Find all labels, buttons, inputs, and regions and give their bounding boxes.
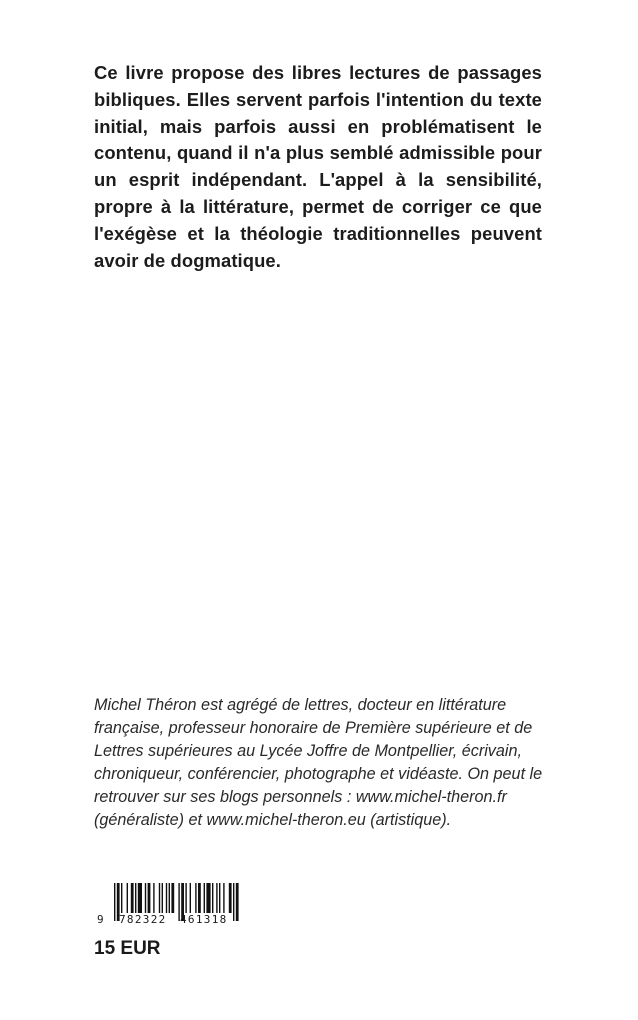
barcode-bar (135, 883, 136, 913)
barcode-bar (159, 883, 160, 913)
barcode-bar (206, 883, 210, 913)
barcode-bar (121, 883, 122, 913)
isbn-barcode (97, 883, 243, 935)
barcode-left-digits: 782322 (119, 913, 167, 926)
barcode-bar (229, 883, 232, 913)
barcode-bar (138, 883, 142, 913)
barcode-bar (195, 883, 196, 913)
barcode-bar (166, 883, 167, 913)
barcode-bar (223, 883, 224, 913)
barcode-bar (145, 883, 146, 913)
barcode-bar (219, 883, 220, 913)
barcode-bar (185, 883, 186, 913)
barcode-lead-digit: 9 (97, 913, 104, 926)
barcode-right-digits: 461318 (180, 913, 228, 926)
barcode-bar (148, 883, 151, 913)
barcode-bar (233, 883, 234, 921)
barcode-bar (190, 883, 191, 913)
author-bio: Michel Théron est agrégé de lettres, docteur en littérature française, professeur honoraire de Première supérieure et de Lettres supérieures au Lycée Joffre de Montpellier, écrivain, chroniqueur, conférencier, photographe et vidéaste. On peut le retrouver sur ses blogs personnels : www.michel-theron.fr (généraliste) et www.michel-theron.eu (artistique). (94, 696, 543, 829)
barcode-bar (131, 883, 134, 913)
barcode-bar (153, 883, 154, 913)
barcode-bar (127, 883, 128, 913)
barcode-bar (236, 883, 239, 921)
barcode-bar (171, 883, 174, 913)
barcode-bar (212, 883, 213, 913)
barcode-bar (198, 883, 201, 913)
barcode-bar (162, 883, 163, 913)
barcode-bar (169, 883, 170, 913)
barcode-bar (216, 883, 217, 913)
back-cover-blurb: Ce livre propose des libres lectures de passages bibliques. Elles servent parfois l'intention du texte initial, mais parfois aussi en problématisent le contenu, quand il n'a plus semblé admissible pour un esprit indépendant. L'appel à la sensibilité, propre à la littérature, permet de corriger ce que l'exégèse et la théologie traditionnelles peuvent avoir de dogmatique. (94, 62, 542, 271)
price: 15 EUR (94, 938, 161, 959)
barcode-bar (204, 883, 205, 913)
barcode-bar (114, 883, 115, 921)
